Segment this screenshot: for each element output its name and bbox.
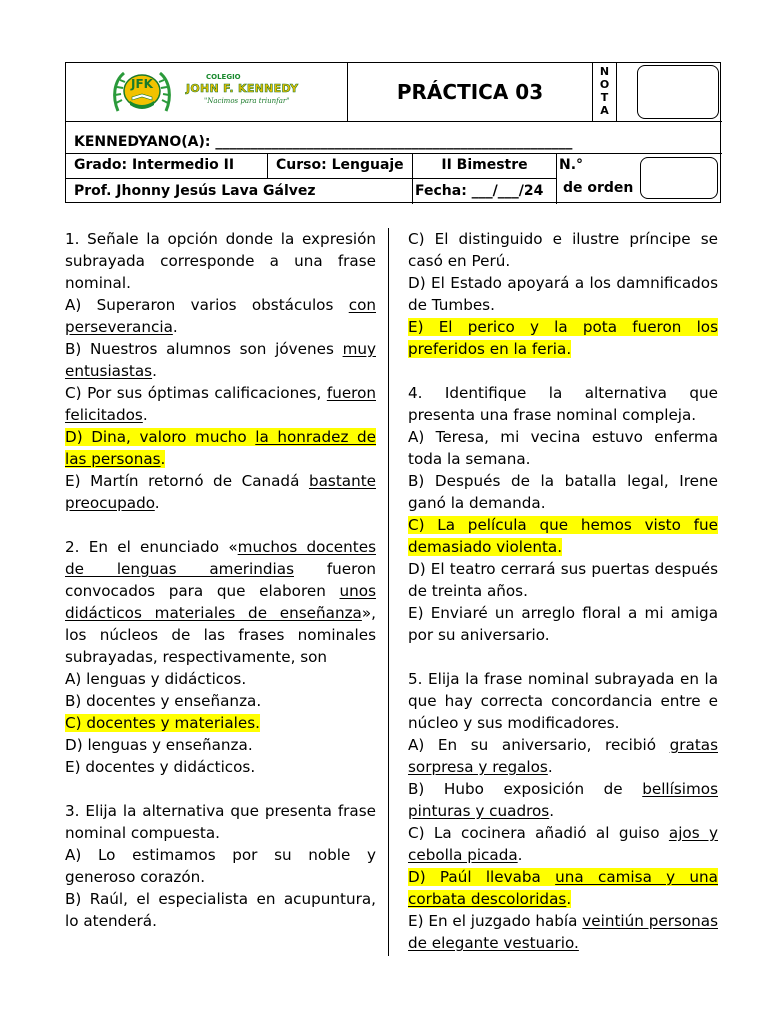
orden-box[interactable]: [640, 157, 718, 199]
right-column: [408, 228, 718, 954]
q4-option-e: E) Enviaré un arreglo floral a mi amiga por su aniversario.: [408, 604, 718, 644]
column-divider: [388, 228, 389, 956]
q3-stem: 3. Elija la alternativa que presenta frase nominal compuesta.: [65, 802, 376, 842]
nota-letter: T: [600, 91, 609, 104]
q2-option-c: C) docentes y materiales.: [65, 714, 260, 732]
profesor-cell: Prof. Jhonny Jesús Lava Gálvez: [66, 178, 413, 204]
student-name-field[interactable]: KENNEDYANO(A): ___________________________________________________: [66, 121, 722, 153]
q1-option-a: A) Superaron varios obstáculos con perseverancia.: [65, 296, 376, 336]
q4-option-d: D) El teatro cerrará sus puertas después de treinta años.: [408, 560, 718, 600]
q2-option-d: D) lenguas y enseñanza.: [65, 736, 253, 754]
q4-stem: 4. Identifique la alternativa que presenta una frase nominal compleja.: [408, 384, 718, 424]
logo-school-name: JOHN F. KENNEDY: [186, 82, 299, 95]
q5-option-b: B) Hubo exposición de bellísimos pinturas y cuadros.: [408, 780, 718, 820]
q2-option-b: B) docentes y enseñanza.: [65, 692, 262, 710]
q2-stem: 2. En el enunciado «muchos docentes de lenguas amerindias fueron convocados para que elaboren unos didácticos materiales de enseñanza», los núcleos de las frases nominales subrayadas, respectivamente, son: [65, 538, 376, 666]
q2-option-e: E) docentes y didácticos.: [65, 758, 256, 776]
q3-option-d: D) El Estado apoyará a los damnificados de Tumbes.: [408, 274, 718, 314]
numero-label: N.°: [557, 153, 722, 178]
q5-stem: 5. Elija la frase nominal subrayada en la que hay correcta concordancia entre e núcleo y sus modificadores.: [408, 670, 718, 732]
page-title: PRÁCTICA 03: [348, 63, 593, 121]
nota-letter: O: [599, 78, 610, 91]
q1-option-e: E) Martín retornó de Canadá bastante preocupado.: [65, 472, 376, 512]
q1-option-d: D) Dina, valoro mucho la honradez de las personas.: [65, 428, 376, 468]
curso-cell: Curso: Lenguaje: [268, 153, 413, 178]
q4-option-b: B) Después de la batalla legal, Irene ganó la demanda.: [408, 472, 718, 512]
logo-motto: "Nacimos para triunfar": [204, 97, 290, 105]
fecha-field[interactable]: Fecha: ___/___/24: [413, 178, 557, 204]
nota-letter: A: [600, 104, 609, 117]
grado-cell: Grado: Intermedio II: [66, 153, 268, 178]
nota-letter: N: [599, 65, 610, 78]
q1-option-b: B) Nuestros alumnos son jóvenes muy entusiastas.: [65, 340, 376, 380]
q3-option-c: C) El distinguido e ilustre príncipe se casó en Perú.: [408, 230, 718, 270]
logo-cell: [66, 63, 348, 121]
logo-initials: JFK: [131, 77, 153, 91]
q3-option-a: A) Lo estimamos por su noble y generoso corazón.: [65, 846, 376, 886]
logo-colegio-text: COLEGIO: [206, 73, 241, 81]
q1-stem: 1. Señale la opción donde la expresión subrayada corresponde a una frase nominal.: [65, 230, 376, 292]
q5-option-a: A) En su aniversario, recibió gratas sorpresa y regalos.: [408, 736, 718, 776]
q1-option-c: C) Por sus óptimas calificaciones, fueron felicitados.: [65, 384, 376, 424]
q4-option-c: C) La película que hemos visto fue demasiado violenta.: [408, 516, 718, 556]
q5-option-d: D) Paúl llevaba una camisa y una corbata descoloridas.: [408, 868, 718, 908]
grade-box[interactable]: [637, 65, 719, 119]
bimestre-cell: II Bimestre: [413, 153, 557, 178]
q4-option-a: A) Teresa, mi vecina estuvo enferma toda la semana.: [408, 428, 718, 468]
q3-option-b: B) Raúl, el especialista en acupuntura, lo atenderá.: [65, 890, 376, 930]
left-column: [65, 228, 376, 932]
orden-label: de orden: [563, 180, 634, 196]
q3-option-e: E) El perico y la pota fueron los preferidos en la feria.: [408, 318, 718, 358]
q2-option-a: A) lenguas y didácticos.: [65, 670, 247, 688]
q5-option-e: E) En el juzgado había veintiún personas de elegante vestuario.: [408, 912, 718, 952]
nota-label: [593, 63, 617, 121]
q5-option-c: C) La cocinera añadió al guiso ajos y cebolla picada.: [408, 824, 719, 864]
header-table: [65, 62, 721, 203]
